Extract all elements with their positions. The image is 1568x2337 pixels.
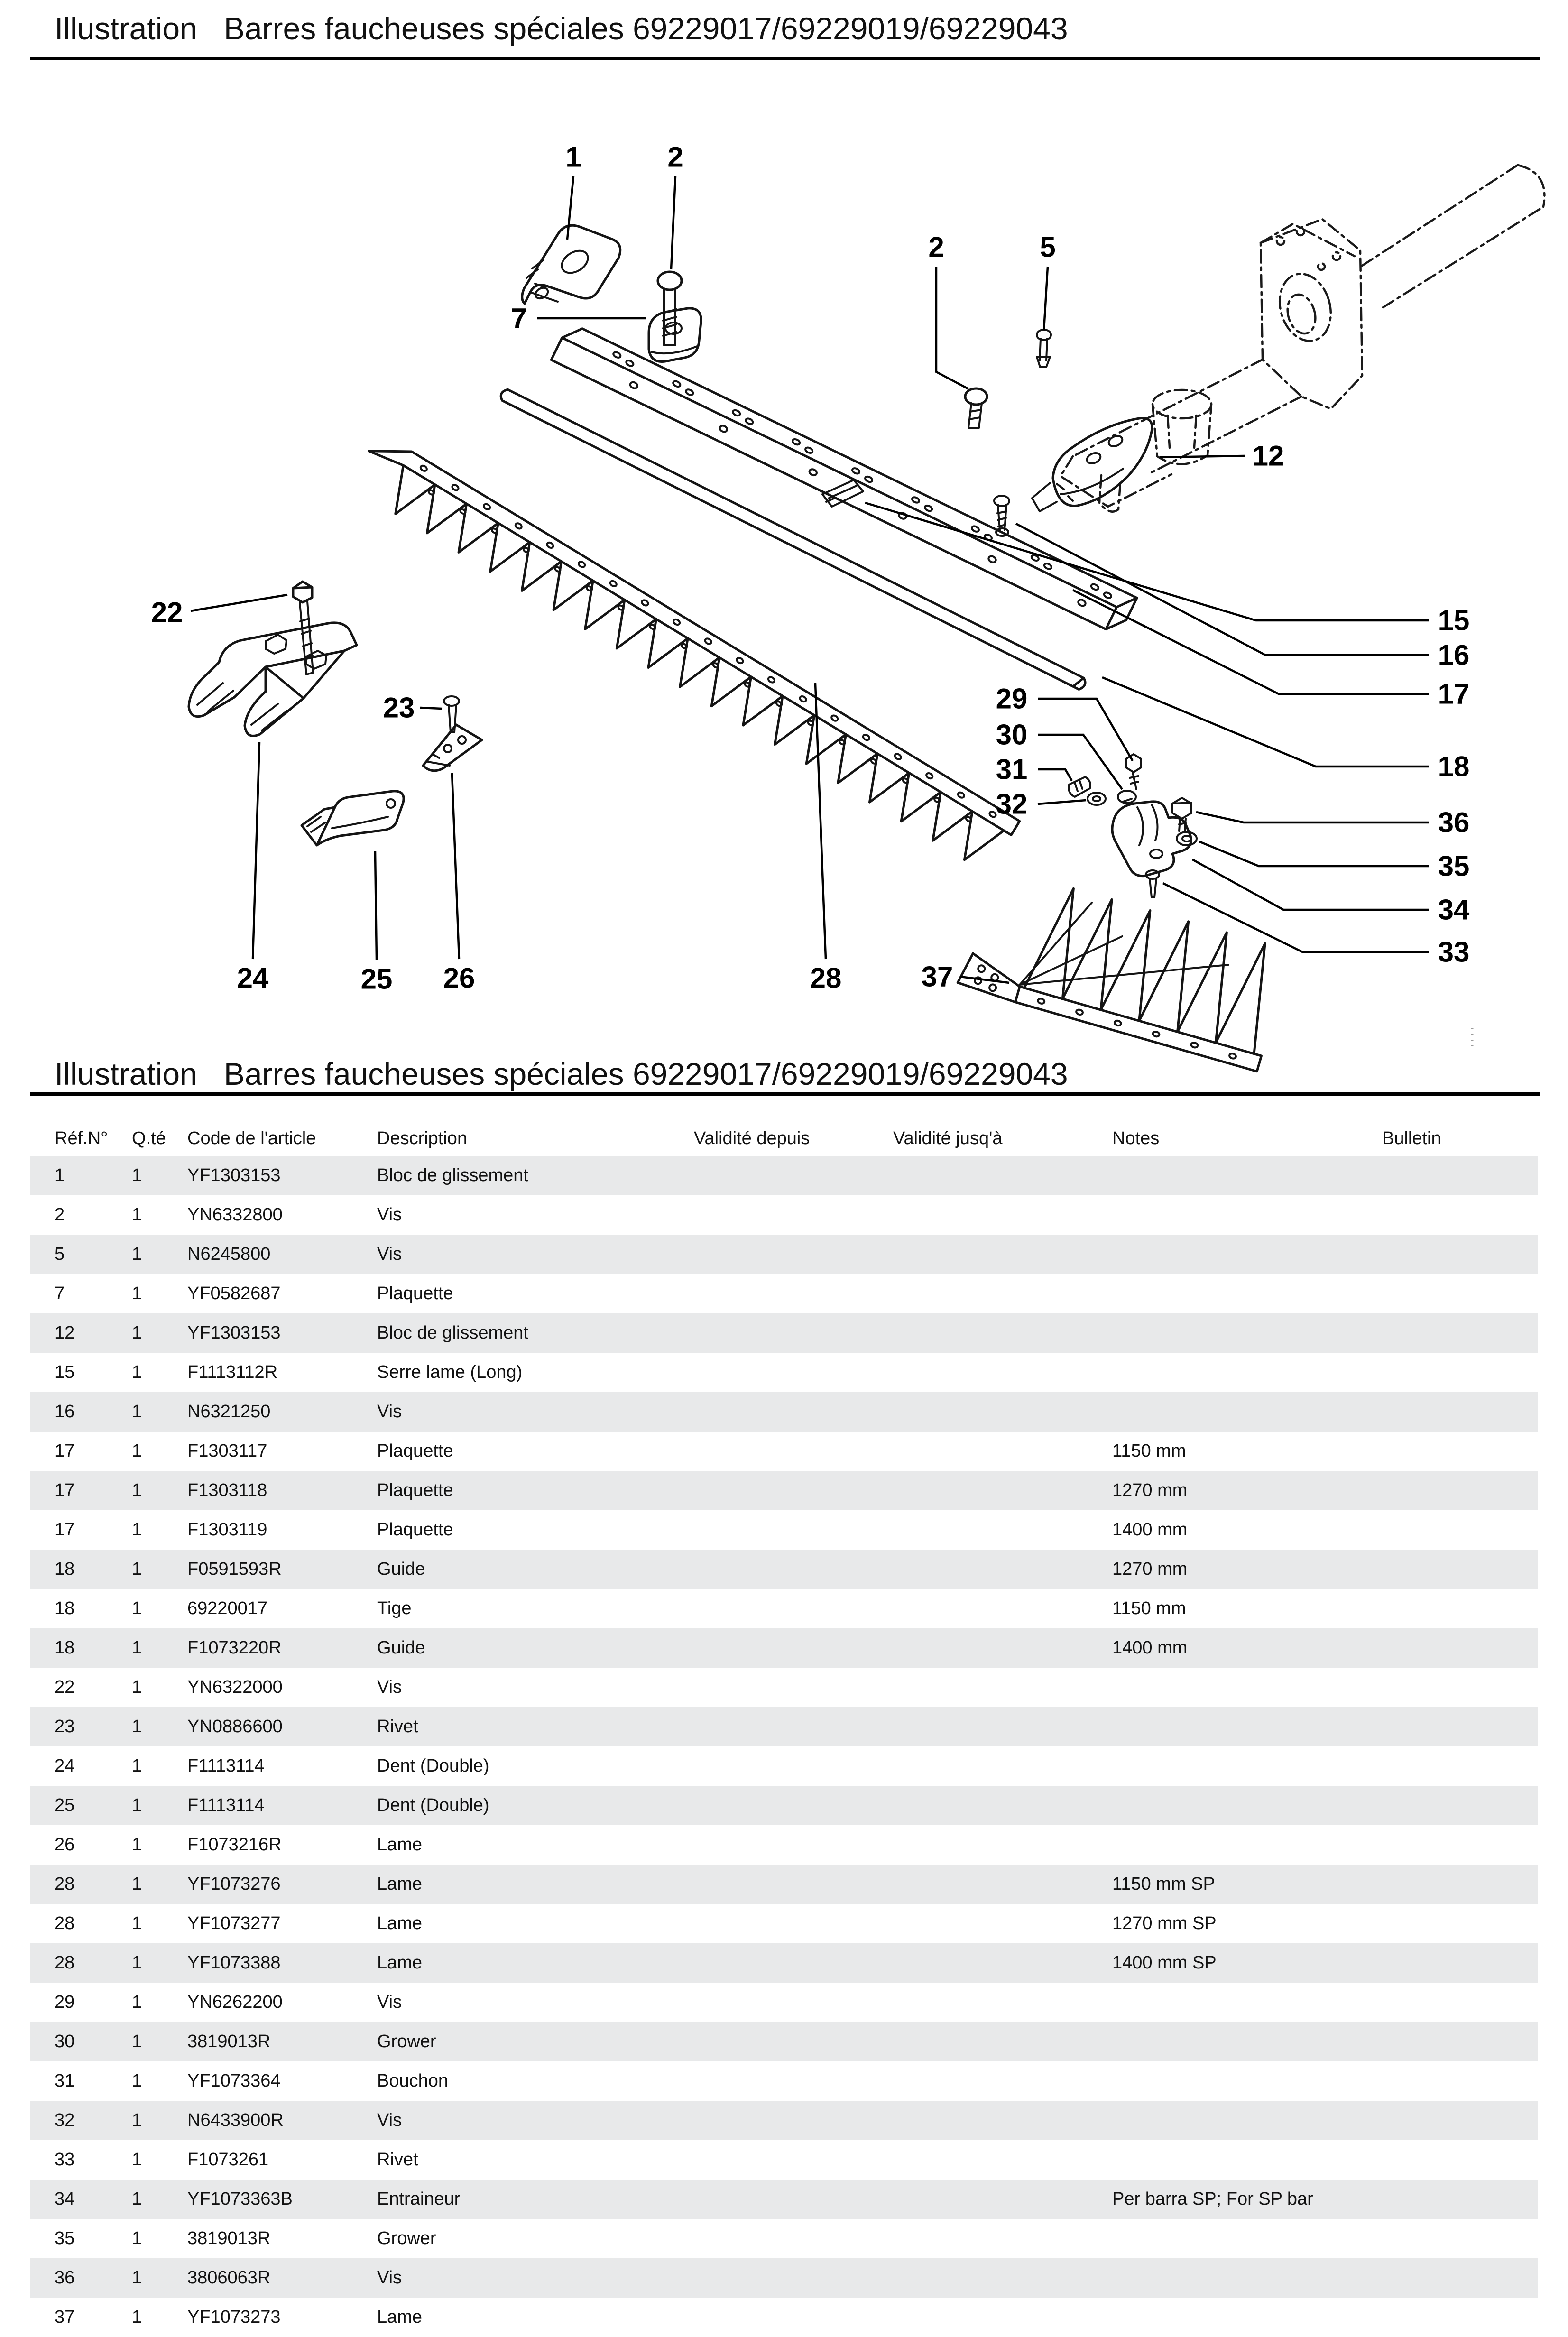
table-row xyxy=(30,1471,1538,1510)
table-row xyxy=(30,1550,1538,1589)
table-cell: 7 xyxy=(55,1284,65,1303)
table-cell: YF1073273 xyxy=(187,2307,281,2327)
table-header-row xyxy=(30,1125,1538,1152)
table-row xyxy=(30,1865,1538,1904)
table-row xyxy=(30,1628,1538,1668)
table-cell: 1 xyxy=(132,1165,142,1185)
table-cell: 1270 mm SP xyxy=(1112,1913,1217,1933)
callout-34: 34 xyxy=(1438,894,1470,926)
table-cell: 37 xyxy=(55,2307,75,2327)
table-cell: 29 xyxy=(55,1992,75,2012)
parts-table xyxy=(30,1156,1538,2337)
callout-29: 29 xyxy=(996,683,1028,715)
table-cell: Bouchon xyxy=(377,2071,449,2091)
table-cell: 18 xyxy=(55,1559,75,1579)
table-cell: Lame xyxy=(377,1835,423,1855)
table-cell: Guide xyxy=(377,1638,425,1658)
table-cell: 1270 mm xyxy=(1112,1480,1188,1500)
table-cell: 18 xyxy=(55,1638,75,1658)
col-header-valid-to: Validité jusq'à xyxy=(893,1128,1003,1148)
table-cell: 2 xyxy=(55,1205,65,1225)
table-cell: F1113112R xyxy=(187,1362,278,1382)
table-cell: 1150 mm xyxy=(1112,1598,1186,1618)
table-cell: 1 xyxy=(132,1874,142,1894)
table-cell: 1 xyxy=(132,1362,142,1382)
table-cell: F1303118 xyxy=(187,1480,267,1500)
table-cell: 23 xyxy=(55,1717,75,1737)
callout-12: 12 xyxy=(1252,440,1284,472)
table-row xyxy=(30,1274,1538,1313)
table-cell: Plaquette xyxy=(377,1284,453,1303)
table-cell: 1 xyxy=(132,1953,142,1973)
table-cell: 28 xyxy=(55,1913,75,1933)
callout-17: 17 xyxy=(1438,678,1470,710)
callout-31: 31 xyxy=(996,753,1028,785)
table-cell: Lame xyxy=(377,1913,423,1933)
table-cell: 3806063R xyxy=(187,2268,271,2288)
table-row xyxy=(30,2101,1538,2140)
table-cell: 1270 mm xyxy=(1112,1559,1188,1579)
table-cell: YN6332800 xyxy=(187,1205,283,1225)
table-cell: 17 xyxy=(55,1480,75,1500)
table-cell: 25 xyxy=(55,1795,75,1815)
table-cell: Tige xyxy=(377,1598,412,1618)
col-header-bulletin: Bulletin xyxy=(1382,1128,1441,1148)
table-cell: 1 xyxy=(132,1677,142,1697)
table-row xyxy=(30,2298,1538,2337)
table-cell: YF1073363B xyxy=(187,2189,293,2209)
table-cell: 1 xyxy=(132,1835,142,1855)
table-cell: 1 xyxy=(132,1520,142,1540)
table-cell: N6245800 xyxy=(187,1244,271,1264)
table-cell: Dent (Double) xyxy=(377,1756,489,1776)
table-cell: 1 xyxy=(132,1638,142,1658)
table-cell: 1 xyxy=(132,1598,142,1618)
callout-37: 37 xyxy=(921,961,953,993)
table-cell: YF1073364 xyxy=(187,2071,281,2091)
col-header-valid-from: Validité depuis xyxy=(694,1128,810,1148)
table-cell: Per barra SP; For SP bar xyxy=(1112,2189,1313,2209)
table-cell: YF1073276 xyxy=(187,1874,281,1894)
table-row xyxy=(30,1786,1538,1825)
table-cell: Bloc de glissement xyxy=(377,1165,528,1185)
callout-16: 16 xyxy=(1438,639,1470,671)
col-header-qty: Q.té xyxy=(132,1128,166,1148)
table-cell: F1303119 xyxy=(187,1520,267,1540)
table-row xyxy=(30,1668,1538,1707)
table-cell: 1 xyxy=(132,1717,142,1737)
table-cell: F1113114 xyxy=(187,1756,265,1776)
table-cell: Dent (Double) xyxy=(377,1795,489,1815)
table-cell: 1 xyxy=(132,1480,142,1500)
callout-33: 33 xyxy=(1438,936,1470,968)
table-cell: F1073216R xyxy=(187,1835,282,1855)
callout-23: 23 xyxy=(383,692,415,724)
table-cell: 1 xyxy=(132,2307,142,2327)
table-cell: 26 xyxy=(55,1835,75,1855)
table-cell: N6433900R xyxy=(187,2110,284,2130)
table-cell: Rivet xyxy=(377,1717,418,1737)
page-title-label: Illustration xyxy=(55,11,197,46)
table-cell: 1 xyxy=(132,1992,142,2012)
callout-36: 36 xyxy=(1438,806,1470,839)
table-cell: Entraineur xyxy=(377,2189,461,2209)
table-cell: 22 xyxy=(55,1677,75,1697)
table-row xyxy=(30,1825,1538,1865)
table-cell: 33 xyxy=(55,2150,75,2170)
table-cell: YN6262200 xyxy=(187,1992,283,2012)
table-cell: YF1073388 xyxy=(187,1953,281,1973)
table-cell: Vis xyxy=(377,2110,402,2130)
callout-32: 32 xyxy=(996,788,1028,820)
table-cell: YF1073277 xyxy=(187,1913,281,1933)
table-cell: 34 xyxy=(55,2189,75,2209)
table-cell: Plaquette xyxy=(377,1441,453,1461)
table-row xyxy=(30,1510,1538,1550)
table-cell: Grower xyxy=(377,2228,436,2248)
table-cell: Lame xyxy=(377,1874,423,1894)
table-cell: 1 xyxy=(132,1402,142,1422)
table-row xyxy=(30,1392,1538,1432)
table-cell: YN0886600 xyxy=(187,1717,283,1737)
table-cell: 1400 mm xyxy=(1112,1638,1188,1658)
table-row xyxy=(30,1983,1538,2022)
table-cell: YF1303153 xyxy=(187,1165,281,1185)
callout-25: 25 xyxy=(360,963,393,995)
table-cell: Guide xyxy=(377,1559,425,1579)
callout-5: 5 xyxy=(1040,231,1056,263)
callout-24: 24 xyxy=(237,962,269,994)
table-row xyxy=(30,1432,1538,1471)
table-cell: 1400 mm SP xyxy=(1112,1953,1217,1973)
callout-30: 30 xyxy=(996,719,1028,751)
table-cell: 36 xyxy=(55,2268,75,2288)
callout-7: 7 xyxy=(511,302,527,334)
table-cell: Vis xyxy=(377,1677,402,1697)
table-cell: Vis xyxy=(377,1992,402,2012)
table-cell: Plaquette xyxy=(377,1480,453,1500)
table-cell: 17 xyxy=(55,1520,75,1540)
table-cell: Rivet xyxy=(377,2150,418,2170)
table-cell: YF0582687 xyxy=(187,1284,281,1303)
table-section-rule xyxy=(30,1092,1540,1096)
table-row xyxy=(30,2022,1538,2061)
table-row xyxy=(30,2219,1538,2258)
table-cell: 1 xyxy=(132,1244,142,1264)
table-section-label: Illustration xyxy=(55,1056,197,1091)
callout-15: 15 xyxy=(1438,604,1470,637)
table-cell: 1 xyxy=(132,2189,142,2209)
table-cell: 1 xyxy=(132,2150,142,2170)
table-cell: 1 xyxy=(132,2071,142,2091)
table-cell: 1 xyxy=(132,1756,142,1776)
table-cell: 1 xyxy=(132,1205,142,1225)
table-cell: 1150 mm xyxy=(1112,1441,1186,1461)
col-header-notes: Notes xyxy=(1112,1128,1160,1148)
table-cell: 15 xyxy=(55,1362,75,1382)
table-cell: 1 xyxy=(132,2228,142,2248)
table-cell: F1073220R xyxy=(187,1638,282,1658)
table-row xyxy=(30,1235,1538,1274)
table-cell: YN6322000 xyxy=(187,1677,283,1697)
table-cell: 1 xyxy=(132,1441,142,1461)
table-section-title xyxy=(55,1056,1068,1092)
table-cell: Vis xyxy=(377,2268,402,2288)
table-cell: Plaquette xyxy=(377,1520,453,1540)
page-title-text: Barres faucheuses spéciales 69229017/69229019/69229043 xyxy=(223,11,1068,46)
table-cell: 12 xyxy=(55,1323,75,1343)
table-cell: 1 xyxy=(132,2268,142,2288)
col-header-ref: Réf.N° xyxy=(55,1128,108,1148)
table-cell: 1 xyxy=(132,2032,142,2051)
table-cell: N6321250 xyxy=(187,1402,271,1422)
table-cell: Lame xyxy=(377,1953,423,1973)
callout-2: 2 xyxy=(667,141,683,173)
table-cell: F1073261 xyxy=(187,2150,269,2170)
table-cell: F1113114 xyxy=(187,1795,265,1815)
table-row xyxy=(30,2061,1538,2101)
col-header-code: Code de l'article xyxy=(187,1128,316,1148)
callout-35: 35 xyxy=(1438,850,1470,882)
table-cell: 1 xyxy=(132,1559,142,1579)
table-cell: Vis xyxy=(377,1244,402,1264)
table-cell: 69220017 xyxy=(187,1598,268,1618)
table-cell: F0591593R xyxy=(187,1559,282,1579)
table-row xyxy=(30,1707,1538,1746)
table-cell: 28 xyxy=(55,1874,75,1894)
table-cell: 1 xyxy=(132,2110,142,2130)
table-row xyxy=(30,1904,1538,1943)
callout-2: 2 xyxy=(928,231,944,263)
table-cell: 24 xyxy=(55,1756,75,1776)
table-cell: YF1303153 xyxy=(187,1323,281,1343)
table-cell: Serre lame (Long) xyxy=(377,1362,523,1382)
table-row xyxy=(30,1746,1538,1786)
callout-26: 26 xyxy=(443,962,475,994)
table-row xyxy=(30,1589,1538,1628)
table-row xyxy=(30,1353,1538,1392)
table-cell: 1 xyxy=(132,1913,142,1933)
table-cell: 30 xyxy=(55,2032,75,2051)
table-row xyxy=(30,1943,1538,1983)
callout-22: 22 xyxy=(151,596,183,628)
table-cell: 5 xyxy=(55,1244,65,1264)
table-row xyxy=(30,2180,1538,2219)
table-cell: 32 xyxy=(55,2110,75,2130)
table-section-text: Barres faucheuses spéciales 69229017/69229019/69229043 xyxy=(223,1056,1068,1091)
table-cell: 28 xyxy=(55,1953,75,1973)
table-cell: 35 xyxy=(55,2228,75,2248)
table-row xyxy=(30,1313,1538,1353)
callout-1: 1 xyxy=(565,141,581,173)
col-header-desc: Description xyxy=(377,1128,468,1148)
table-cell: 3819013R xyxy=(187,2228,271,2248)
table-cell: Lame xyxy=(377,2307,423,2327)
table-cell: 1400 mm xyxy=(1112,1520,1188,1540)
callout-18: 18 xyxy=(1438,750,1470,783)
table-cell: Vis xyxy=(377,1205,402,1225)
table-cell: 18 xyxy=(55,1598,75,1618)
table-cell: 31 xyxy=(55,2071,75,2091)
table-row xyxy=(30,1156,1538,1195)
table-cell: 1 xyxy=(132,1284,142,1303)
table-cell: Vis xyxy=(377,1402,402,1422)
table-cell: Bloc de glissement xyxy=(377,1323,528,1343)
table-cell: 1 xyxy=(132,1323,142,1343)
table-cell: 17 xyxy=(55,1441,75,1461)
table-cell: Grower xyxy=(377,2032,436,2051)
table-cell: 1150 mm SP xyxy=(1112,1874,1215,1894)
table-cell: 16 xyxy=(55,1402,75,1422)
table-cell: 1 xyxy=(132,1795,142,1815)
callout-28: 28 xyxy=(810,962,842,994)
table-row xyxy=(30,1195,1538,1235)
table-cell: F1303117 xyxy=(187,1441,267,1461)
table-row xyxy=(30,2258,1538,2298)
table-row xyxy=(30,2140,1538,2180)
table-cell: 3819013R xyxy=(187,2032,271,2051)
table-cell: 1 xyxy=(55,1165,65,1185)
